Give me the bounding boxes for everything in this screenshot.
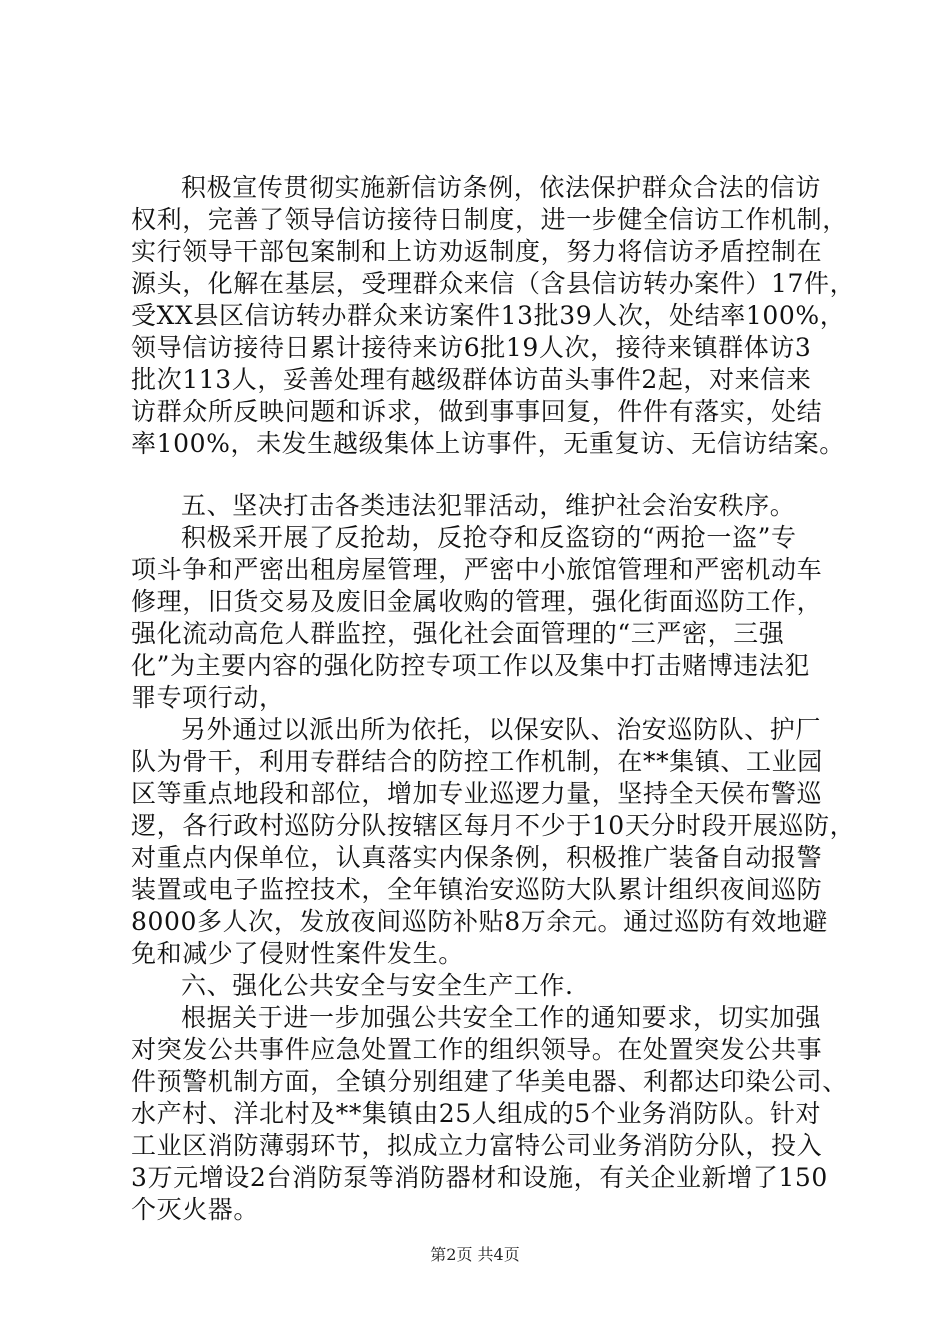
document-body xyxy=(131,172,856,1226)
paragraph-petition-work xyxy=(131,172,856,460)
text-line: 根据关于进一步加强公共安全工作的通知要求，切实加强 xyxy=(181,1003,822,1032)
text-line: 逻，各行政村巡防分队按辖区每月不少于10天分时段开展巡防， xyxy=(131,811,856,840)
text-line: 源头，化解在基层，受理群众来信（含县信访转办案件）17件， xyxy=(131,269,856,298)
text-line: 罪专项行动， xyxy=(131,683,285,712)
text-line: 积极采开展了反抢劫，反抢夺和反盗窃的“两抢一盗”专 xyxy=(181,523,797,552)
text-line: 区等重点地段和部位，增加专业巡逻力量，坚持全天侯布警巡 xyxy=(131,779,823,808)
text-line: 工业区消防薄弱环节，拟成立力富特公司业务消防分队，投入 xyxy=(131,1131,823,1160)
text-line: 水产村、洋北村及**集镇由25人组成的5个业务消防队。针对 xyxy=(131,1099,822,1128)
text-line: 访群众所反映问题和诉求，做到事事回复，件件有落实，处结 xyxy=(131,397,823,426)
text-line: 实行领导干部包案制和上访劝返制度，努力将信访矛盾控制在 xyxy=(131,237,823,266)
text-line: 受XX县区信访转办群众来访案件13批39人次，处结率100%， xyxy=(131,301,846,330)
text-line: 对突发公共事件应急处置工作的组织领导。在处置突发公共事 xyxy=(131,1035,823,1064)
text-line: 权利，完善了领导信访接待日制度，进一步健全信访工作机制， xyxy=(131,205,848,234)
section-heading-5: 五、坚决打击各类违法犯罪活动，维护社会治安秩序。 xyxy=(181,491,796,520)
page-number-footer: 第2页 共4页 xyxy=(430,1245,520,1264)
text-line: 批次113人，妥善处理有越级群体访苗头事件2起，对来信来 xyxy=(131,365,812,394)
paragraph-crime-crackdown xyxy=(131,522,831,714)
text-line: 对重点内保单位，认真落实内保条例，积极推广装备自动报警 xyxy=(131,843,823,872)
text-line: 率100%，未发生越级集体上访事件，无重复访、无信访结案。 xyxy=(131,429,845,458)
text-line: 装置或电子监控技术，全年镇治安巡防大队累计组织夜间巡防 xyxy=(131,875,823,904)
paragraph-gap xyxy=(131,460,831,490)
text-line: 领导信访接待日累计接待来访6批19人次，接待来镇群体访3 xyxy=(131,333,812,362)
text-line: 队为骨干，利用专群结合的防控工作机制，在**集镇、工业园 xyxy=(131,747,823,776)
paragraph-public-safety xyxy=(131,1002,848,1226)
section-heading-6: 六、强化公共安全与安全生产工作. xyxy=(181,971,574,1000)
text-line: 件预警机制方面，全镇分别组建了华美电器、利都达印染公司、 xyxy=(131,1067,848,1096)
text-line: 另外通过以派出所为依托，以保安队、治安巡防队、护厂 xyxy=(181,715,822,744)
text-line: 个灭火器。 xyxy=(131,1195,260,1224)
text-line: 项斗争和严密出租房屋管理，严密中小旅馆管理和严密机动车 xyxy=(131,555,823,584)
text-line: 3万元增设2台消防泵等消防器材和设施，有关企业新增了150 xyxy=(131,1163,828,1192)
text-line: 化”为主要内容的强化防控专项工作以及集中打击赌博违法犯 xyxy=(131,651,810,680)
text-line: 积极宣传贯彻实施新信访条例，依法保护群众合法的信访 xyxy=(181,173,822,202)
text-line: 免和减少了侵财性案件发生。 xyxy=(131,939,464,968)
text-line: 强化流动高危人群监控，强化社会面管理的“三严密，三强 xyxy=(131,619,785,648)
text-line: 8000多人次，发放夜间巡防补贴8万余元。通过巡防有效地避 xyxy=(131,907,828,936)
paragraph-patrol xyxy=(131,714,856,970)
text-line: 修理，旧货交易及废旧金属收购的管理，强化街面巡防工作， xyxy=(131,587,823,616)
